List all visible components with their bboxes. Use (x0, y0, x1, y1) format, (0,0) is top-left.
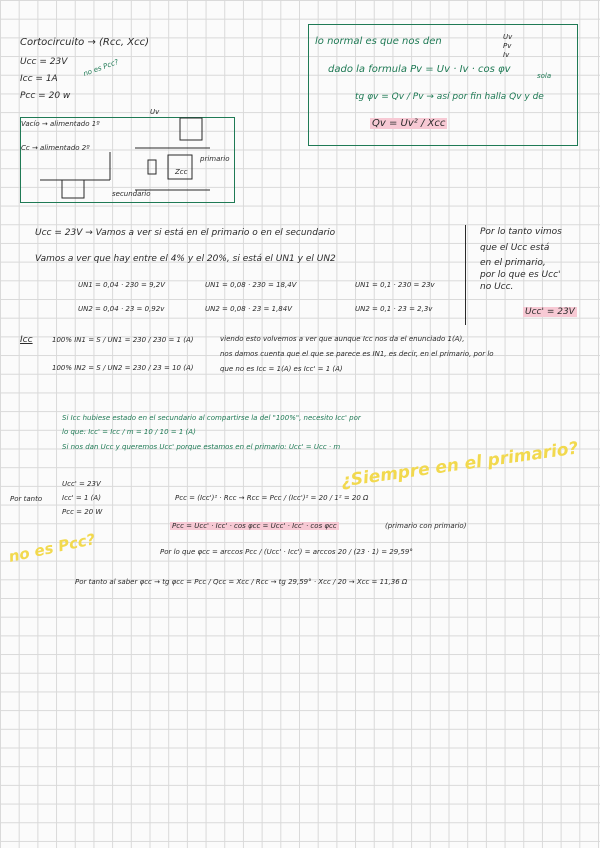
icc-note-1: viendo esto volvemos a ver que aunque Icc nos da el enunciado 1(A), (220, 335, 465, 343)
note-line2: dado la formula Pv = Uv · Iv · cos φv (328, 64, 511, 75)
right-note-1: Por lo tanto vimos (480, 227, 562, 237)
por-tanto-pcc: Pcc = 20 W (62, 508, 103, 516)
phi-line: Por lo que φcc = arccos Pcc / (Ucc' · Icc') = arccos 20 / (23 · 1) = 29,59° (160, 548, 413, 556)
circuit-sym-zcc: Zcc (175, 168, 188, 176)
rcc-line: Pcc = (Icc')² · Rcc → Rcc = Pcc / (Icc')² = 20 / 1² = 20 Ω (175, 494, 369, 502)
note-tg: tg φv = Qv / Pv → así por fin halla Qv y de (355, 92, 544, 102)
page-title: Cortocircuito → (Rcc, Xcc) (20, 37, 149, 48)
right-note-2: que el Ucc está (480, 243, 550, 253)
divider (465, 225, 466, 325)
icc-note-3: que no es Icc = 1(A) es Icc' = 1 (A) (220, 365, 343, 373)
green-line-3: Si nos dan Ucc y queremos Ucc' porque estamos en el primario: Ucc' = Ucc · m (62, 443, 341, 451)
note-formula: Qv = Uv² / Xcc (372, 118, 446, 129)
icc-label: Icc (20, 335, 33, 345)
pcc-formula: Pcc = Ucc' · Icc' · cos φcc = Ucc' · Icc' · cos φcc (172, 522, 337, 530)
right-note-3: en el primario, (480, 258, 546, 268)
por-tanto-icc: Icc' = 1 (A) (62, 494, 101, 502)
right-note-4: por lo que es Ucc' (480, 270, 561, 280)
param-pcc: Pcc = 20 w (20, 91, 71, 101)
siempre-note: ¿Siempre en el primario? (339, 438, 580, 492)
param-icc: Icc = 1A (20, 74, 58, 84)
circuit-sym-uv: Uv (150, 108, 160, 116)
right-note-result: Ucc' = 23V (525, 307, 575, 317)
icc-row-1: 100% IN1 = S / UN1 = 230 / 230 = 1 (A) (52, 336, 194, 344)
circuit-cc: Cc → alimentado 2º (21, 144, 90, 152)
por-tanto-ucc: Ucc' = 23V (62, 480, 101, 488)
calc-2b: UN2 = 0,08 · 23 = 1,84V (205, 305, 292, 313)
calc-2a: UN1 = 0,08 · 230 = 18,4V (205, 281, 297, 289)
calc-1b: UN2 = 0,04 · 23 = 0,92v (78, 305, 165, 313)
icc-row-2: 100% IN2 = S / UN2 = 230 / 23 = 10 (A) (52, 364, 194, 372)
calc-1a: UN1 = 0,04 · 230 = 9,2V (78, 281, 165, 289)
final-line: Por tanto al saber φcc → tg φcc = Pcc / Qcc = Xcc / Rcc → tg 29,59° · Xcc / 20 → Xcc = 11,36 Ω (75, 578, 408, 586)
por-tanto-label: Por tanto (10, 495, 43, 503)
green-line-2: lo que: Icc' = Icc / m = 10 / 10 = 1 (A) (62, 428, 196, 436)
circuit-vacio: Vacío → alimentado 1º (21, 120, 100, 128)
calc-3b: UN2 = 0,1 · 23 = 2,3v (355, 305, 433, 313)
param-ucc: Ucc = 23V (20, 57, 68, 67)
right-note-5: no Ucc. (480, 282, 514, 292)
note-var-uv: Uv (503, 33, 513, 41)
icc-note-2: nos damos cuenta que el que se parece es IN1, es decir, en el primario, por lo (220, 350, 494, 358)
calc-3a: UN1 = 0,1 · 230 = 23v (355, 281, 435, 289)
ucc-line: Ucc = 23V → Vamos a ver si está en el primario o en el secundario (35, 228, 336, 238)
note-line1: lo normal es que nos den (315, 36, 442, 47)
circuit-secundario: secundario (112, 190, 151, 198)
params-note: no es Pcc? (82, 57, 120, 79)
note-var-pv: Pv (503, 42, 512, 50)
green-line-1: Si Icc hubiese estado en el secundario al compartirse la del "100%", necesito Icc' por (62, 414, 361, 422)
pcc-question: no es Pcc? (6, 530, 97, 566)
note-side: sola (537, 72, 552, 80)
circuit-primario: primario (200, 155, 230, 163)
note-var-iv: Iv (503, 51, 510, 59)
pcc-formula-note: (primario con primario) (385, 522, 467, 530)
vamos-line: Vamos a ver que hay entre el 4% y el 20%, si está el UN1 y el UN2 (35, 254, 336, 264)
